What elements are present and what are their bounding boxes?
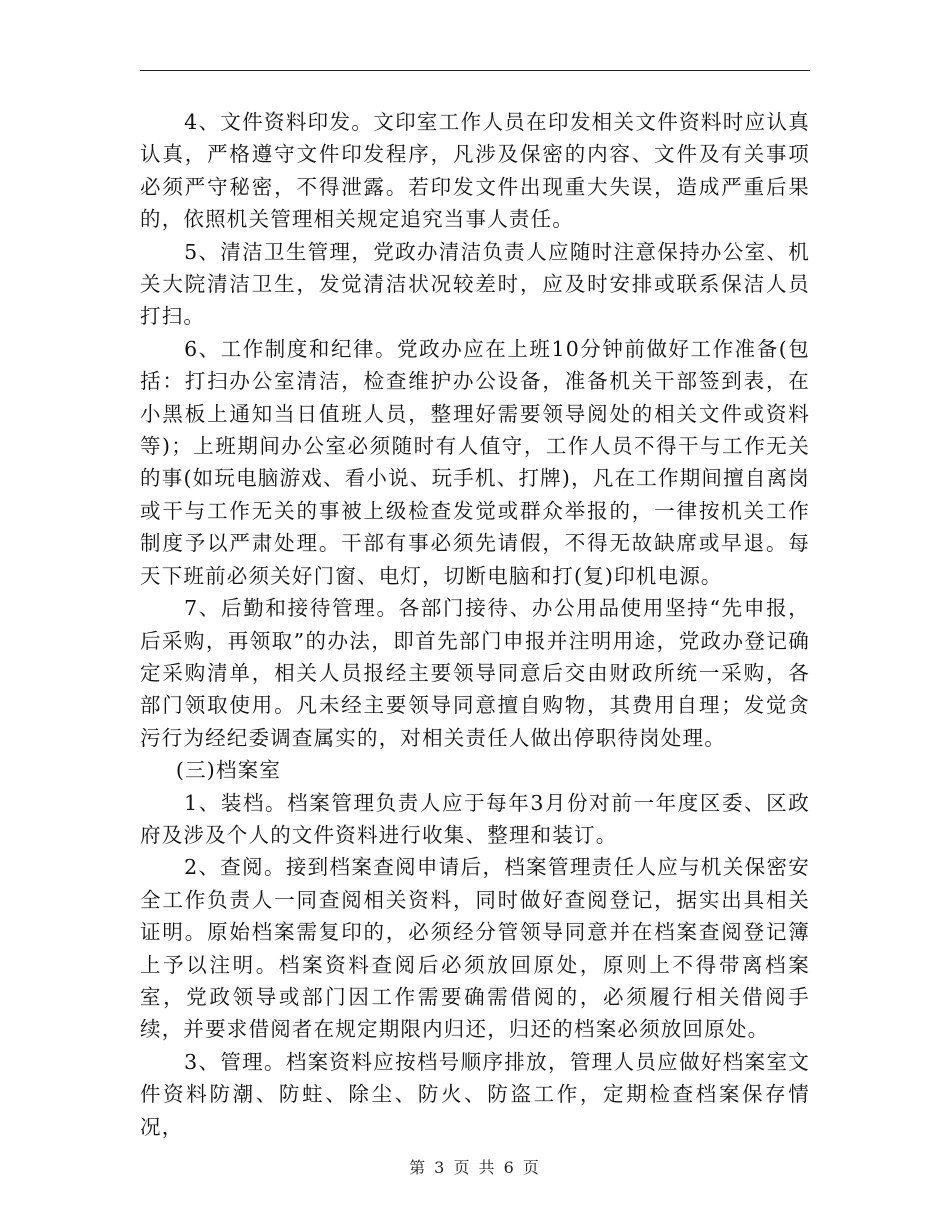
paragraph-cleaning-management: 5、清洁卫生管理，党政办清洁负责人应随时注意保持办公室、机关大院清洁卫生，发觉清洁状况较差时，应及时安排或联系保洁人员打扫。 [140, 239, 810, 329]
section-heading-archives: (三)档案室 [175, 758, 282, 783]
paragraph-archive-filing: 1、装档。档案管理负责人应于每年3月份对前一年度区委、区政府及涉及个人的文件资料进行收集、整理和装订。 [140, 790, 810, 847]
header-rule [140, 70, 810, 71]
paragraph-logistics-reception: 7、后勤和接待管理。各部门接待、办公用品使用坚持“先申报，后采购，再领取”的办法，即首先部门申报并注明用途，党政办登记确定采购清单，相关人员报经主要领导同意后交由财政所统一采购，各部门领取使用。凡未经主要领导同意擅自购物，其费用自理；发觉贪污行为经纪委调查属实的，对相关责任人做出停职待岗处理。 [140, 596, 810, 750]
page-number-footer: 第 3 页 共 6 页 [409, 1158, 541, 1177]
paragraph-archive-management: 3、管理。档案资料应按档号顺序排放，管理人员应做好档案室文件资料防潮、防蛀、除尘、防火、防盗工作，定期检查档案保存情况， [140, 1049, 810, 1139]
paragraph-work-discipline: 6、工作制度和纪律。党政办应在上班10分钟前做好工作准备(包括：打扫办公室清洁，检查维护办公设备，准备机关干部签到表，在小黑板上通知当日值班人员，整理好需要领导阅处的相关文件或资料等)；上班期间办公室必须随时有人值守，工作人员不得干与工作无关的事(如玩电脑游戏、看小说、玩手机、打牌)，凡在工作期间擅自离岗或干与工作无关的事被上级检查发觉或群众举报的，一律按机关工作制度予以严肃处理。干部有事必须先请假，不得无故缺席或早退。每天下班前必须关好门窗、电灯，切断电脑和打(复)印机电源。 [140, 336, 810, 588]
document-body [140, 106, 810, 1143]
paragraph-document-printing: 4、文件资料印发。文印室工作人员在印发相关文件资料时应认真认真，严格遵守文件印发程序，凡涉及保密的内容、文件及有关事项必须严守秘密，不得泄露。若印发文件出现重大失误，造成严重后果的，依照机关管理相关规定追究当事人责任。 [140, 110, 810, 232]
paragraph-archive-consultation: 2、查阅。接到档案查阅申请后，档案管理责任人应与机关保密安全工作负责人一同查阅相关资料，同时做好查阅登记，据实出具相关证明。原始档案需复印的，必须经分管领导同意并在档案查阅登记簿上予以注明。档案资料查阅后必须放回原处，原则上不得带离档案室，党政领导或部门因工作需要确需借阅的，必须履行相关借阅手续，并要求借阅者在规定期限内归还，归还的档案必须放回原处。 [140, 855, 810, 1042]
